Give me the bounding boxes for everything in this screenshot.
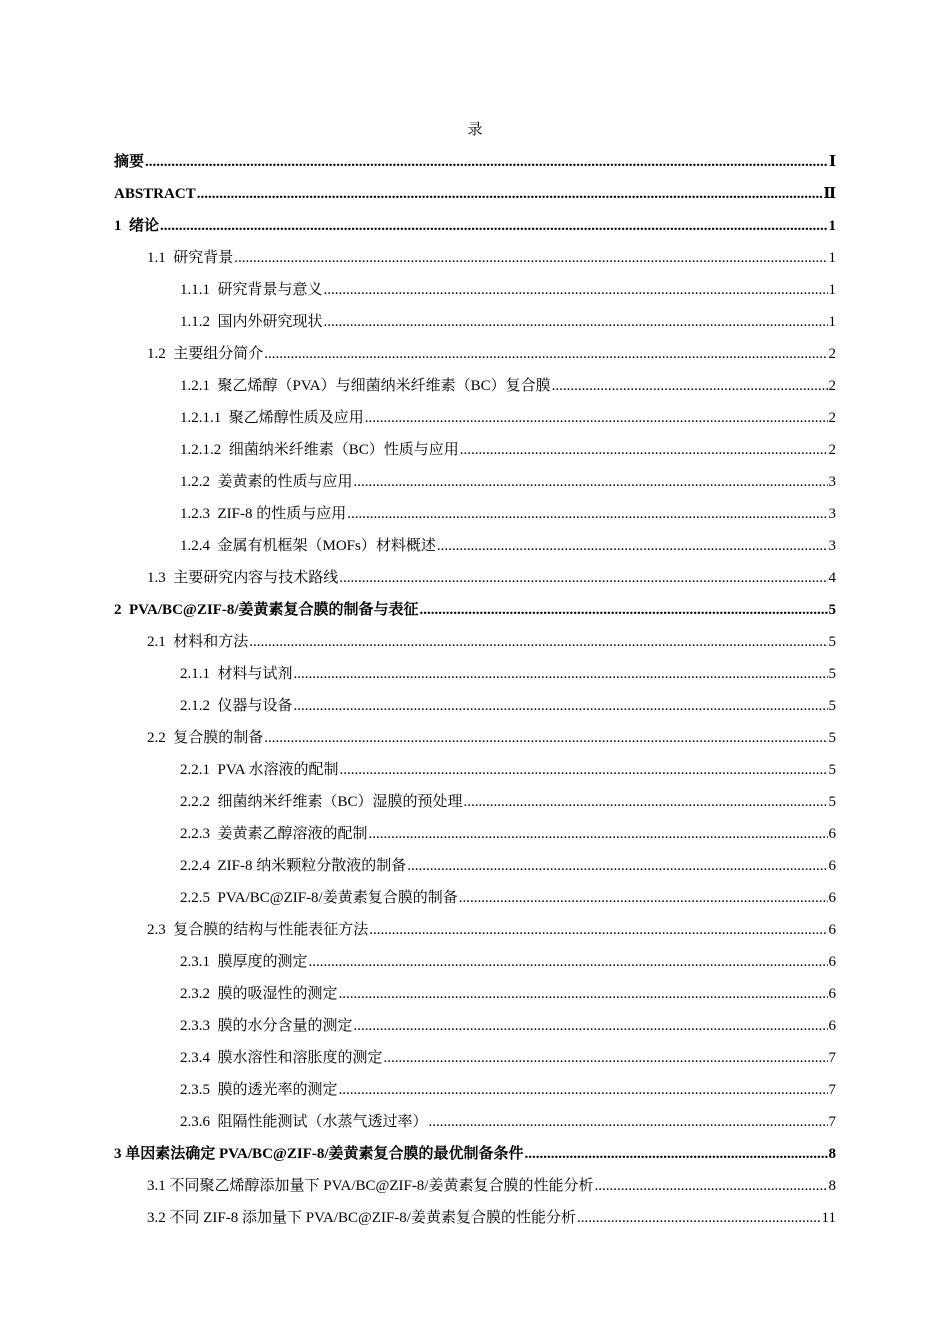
toc-entry[interactable] [114, 179, 836, 211]
toc-entry-title: 膜的吸湿性的测定 [217, 986, 338, 1002]
toc-page-number: 4 [828, 570, 836, 586]
toc-entry-number: 2.3 [147, 922, 174, 938]
toc-entry-title: 摘要 [114, 154, 145, 170]
toc-dot-leader [309, 954, 828, 971]
toc-dot-leader [594, 1178, 827, 1195]
toc-entry[interactable] [114, 851, 836, 883]
toc-page-number: Ⅱ [823, 186, 836, 202]
toc-entry[interactable] [114, 531, 836, 563]
toc-entry-title: 细菌纳米纤维素（BC）性质与应用 [228, 442, 459, 458]
toc-entry-number: 1.2.4 [180, 538, 218, 554]
toc-entry[interactable] [114, 339, 836, 371]
toc-entry-number: 1.2.1.2 [180, 442, 229, 458]
toc-entry-title: 膜水溶性和溶胀度的测定 [217, 1050, 383, 1066]
toc-entry[interactable] [114, 947, 836, 979]
toc-entry-title: 研究背景 [173, 250, 234, 266]
toc-entry-title: 阻隔性能测试（水蒸气透过率） [217, 1114, 428, 1130]
toc-page-number: 3 [828, 506, 836, 522]
toc-page-number: 3 [828, 474, 836, 490]
toc-entry-number: 2.2.5 [180, 890, 218, 906]
toc-entry-number: 2.2.1 [180, 762, 218, 778]
toc-page-number: 6 [828, 826, 836, 842]
toc-page-number: 6 [828, 954, 836, 970]
toc-page-number: 2 [828, 378, 836, 394]
toc-entry-number: 1.1 [147, 250, 174, 266]
toc-entry-title: 聚乙烯醇性质及应用 [228, 410, 364, 426]
toc-entry[interactable] [114, 371, 836, 403]
toc-entry-title: 金属有机框架（MOFs）材料概述 [217, 538, 436, 554]
toc-entry-title: 材料与试剂 [217, 666, 293, 682]
toc-dot-leader [552, 378, 828, 395]
toc-entry-title: 聚乙烯醇（PVA）与细菌纳米纤维素（BC）复合膜 [217, 378, 551, 394]
toc-dot-leader [339, 1082, 828, 1099]
toc-entry-number: 2.3.3 [180, 1018, 218, 1034]
toc-entry[interactable] [114, 1171, 836, 1203]
toc-entry[interactable] [114, 403, 836, 435]
toc-entry-number: 2.3.2 [180, 986, 218, 1002]
toc-entry-number: 1.1.1 [180, 282, 218, 298]
toc-entry[interactable] [114, 1043, 836, 1075]
toc-entry[interactable] [114, 787, 836, 819]
toc-dot-leader [460, 442, 828, 459]
toc-entry[interactable] [114, 915, 836, 947]
toc-entry-number: 1.2 [147, 346, 174, 362]
toc-dot-leader [197, 186, 823, 203]
toc-page-number: 5 [828, 666, 836, 682]
toc-entry[interactable] [114, 1139, 836, 1171]
toc-entry-number: 3 [114, 1146, 126, 1162]
toc-entry-title: 膜的水分含量的测定 [217, 1018, 353, 1034]
toc-page-number: 7 [828, 1050, 836, 1066]
toc-entry-number: 2.3.1 [180, 954, 218, 970]
toc-entry-title: 膜厚度的测定 [217, 954, 308, 970]
toc-entry-title: 主要组分简介 [173, 346, 264, 362]
toc-dot-leader [340, 762, 828, 779]
toc-page-number: 8 [828, 1178, 836, 1194]
toc-entry[interactable] [114, 563, 836, 595]
toc-entry-number: 2.3.5 [180, 1082, 218, 1098]
toc-entry[interactable] [114, 979, 836, 1011]
page-title: 录 [467, 122, 483, 138]
toc-dot-leader [294, 698, 828, 715]
toc-entry-title: PVA/BC@ZIF-8/姜黄素复合膜的制备 [217, 890, 458, 906]
toc-entry-title: 国内外研究现状 [217, 314, 323, 330]
toc-page-number: 5 [828, 794, 836, 810]
toc-dot-leader [294, 666, 828, 683]
toc-dot-leader [577, 1210, 821, 1227]
toc-page-number: 1 [828, 282, 836, 298]
toc-page-number: 6 [828, 1018, 836, 1034]
toc-dot-leader [160, 218, 827, 235]
toc-page-number: 6 [828, 986, 836, 1002]
toc-entry-number: 1.2.2 [180, 474, 218, 490]
toc-page-number: 2 [828, 346, 836, 362]
toc-dot-leader [264, 346, 827, 363]
toc-dot-leader [525, 1146, 828, 1163]
toc-entry[interactable] [114, 1011, 836, 1043]
toc-dot-leader [437, 538, 828, 555]
toc-entry-title: PVA/BC@ZIF-8/姜黄素复合膜的制备与表征 [129, 602, 419, 618]
toc-page-number: 6 [828, 890, 836, 906]
toc-entry-number: 2 [114, 602, 129, 618]
toc-entry[interactable] [114, 435, 836, 467]
toc-dot-leader [384, 1050, 828, 1067]
toc-entry-number: 3.1 [147, 1178, 170, 1194]
toc-entry[interactable] [114, 243, 836, 275]
toc-entry[interactable] [114, 499, 836, 531]
toc-entry-title: 研究背景与意义 [217, 282, 323, 298]
toc-entry-title: 不同 ZIF-8 添加量下 PVA/BC@ZIF-8/姜黄素复合膜的性能分析 [169, 1210, 576, 1226]
toc-entry-title: 单因素法确定 PVA/BC@ZIF-8/姜黄素复合膜的最优制备条件 [125, 1146, 524, 1162]
toc-entry-number: 1.1.2 [180, 314, 218, 330]
toc-dot-leader [249, 634, 827, 651]
toc-entry-title: PVA 水溶液的配制 [217, 762, 339, 778]
toc-dot-leader [234, 250, 827, 267]
toc-entry-number: 2.2.4 [180, 858, 218, 874]
toc-entry-title: 细菌纳米纤维素（BC）湿膜的预处理 [217, 794, 463, 810]
toc-page-number: 1 [828, 314, 836, 330]
toc-dot-leader [459, 890, 828, 907]
toc-page-number: 5 [828, 762, 836, 778]
toc-entry-title: 不同聚乙烯醇添加量下 PVA/BC@ZIF-8/姜黄素复合膜的性能分析 [169, 1178, 594, 1194]
toc-entry[interactable] [114, 723, 836, 755]
toc-dot-leader [365, 410, 828, 427]
toc-page-number: 1 [828, 218, 836, 234]
toc-entry[interactable] [114, 627, 836, 659]
toc-page-number: 3 [828, 538, 836, 554]
toc-dot-leader [369, 922, 827, 939]
toc-entry-title: 材料和方法 [173, 634, 249, 650]
toc-entry-number: 1.3 [147, 570, 174, 586]
toc-entry-number: 1.2.1 [180, 378, 218, 394]
toc-entry-title: ABSTRACT [114, 186, 196, 202]
table-of-contents [114, 147, 836, 1235]
toc-dot-leader [264, 730, 827, 747]
toc-entry-title: 姜黄素乙醇溶液的配制 [217, 826, 368, 842]
toc-entry-title: 仪器与设备 [217, 698, 293, 714]
toc-entry-title: ZIF-8 纳米颗粒分散液的制备 [217, 858, 407, 874]
toc-entry-title: 主要研究内容与技术路线 [173, 570, 339, 586]
toc-page-number: Ⅰ [828, 154, 836, 170]
toc-page-number: 8 [828, 1146, 836, 1162]
toc-dot-leader [354, 474, 828, 491]
toc-page-number: 5 [828, 634, 836, 650]
toc-entry[interactable] [114, 755, 836, 787]
toc-entry-title: 姜黄素的性质与应用 [217, 474, 353, 490]
toc-dot-leader [407, 858, 827, 875]
toc-entry[interactable] [114, 883, 836, 915]
toc-entry-title: 膜的透光率的测定 [217, 1082, 338, 1098]
toc-page-number: 5 [828, 698, 836, 714]
toc-entry[interactable] [114, 1075, 836, 1107]
toc-page-number: 5 [828, 602, 836, 618]
toc-page-number: 2 [828, 442, 836, 458]
toc-entry[interactable] [114, 691, 836, 723]
toc-page-number: 5 [828, 730, 836, 746]
toc-entry-number: 2.2.3 [180, 826, 218, 842]
toc-entry-number: 2.3.4 [180, 1050, 218, 1066]
toc-dot-leader [324, 314, 828, 331]
toc-entry[interactable] [114, 1203, 836, 1235]
toc-entry[interactable] [114, 659, 836, 691]
toc-dot-leader [324, 282, 828, 299]
toc-page-number: 7 [828, 1082, 836, 1098]
toc-entry-title: 绪论 [129, 218, 160, 234]
toc-entry-number: 2.3.6 [180, 1114, 218, 1130]
toc-entry-number: 1.2.1.1 [180, 410, 229, 426]
toc-page-number: 11 [821, 1210, 836, 1226]
toc-entry[interactable] [114, 819, 836, 851]
toc-entry[interactable] [114, 275, 836, 307]
toc-dot-leader [339, 570, 827, 587]
toc-entry[interactable] [114, 307, 836, 339]
toc-entry[interactable] [114, 147, 836, 179]
toc-page-number: 6 [828, 858, 836, 874]
toc-entry-number: 3.2 [147, 1210, 170, 1226]
toc-dot-leader [420, 602, 828, 619]
toc-dot-leader [429, 1114, 828, 1131]
toc-entry-number: 2.1.1 [180, 666, 218, 682]
toc-page-number: 2 [828, 410, 836, 426]
toc-dot-leader [339, 986, 828, 1003]
toc-entry-number: 2.2 [147, 730, 174, 746]
toc-dot-leader [464, 794, 828, 811]
toc-dot-leader [354, 1018, 828, 1035]
toc-entry[interactable] [114, 467, 836, 499]
toc-page-number: 7 [828, 1114, 836, 1130]
toc-entry-title: ZIF-8 的性质与应用 [217, 506, 347, 522]
toc-entry-number: 2.2.2 [180, 794, 218, 810]
toc-entry-number: 1.2.3 [180, 506, 218, 522]
toc-entry-number: 2.1.2 [180, 698, 218, 714]
toc-dot-leader [347, 506, 827, 523]
toc-dot-leader [369, 826, 828, 843]
toc-entry[interactable] [114, 595, 836, 627]
toc-entry[interactable] [114, 1107, 836, 1139]
toc-dot-leader [145, 154, 828, 171]
toc-page-number: 1 [828, 250, 836, 266]
toc-entry[interactable] [114, 211, 836, 243]
toc-entry-title: 复合膜的制备 [173, 730, 264, 746]
toc-entry-number: 2.1 [147, 634, 174, 650]
toc-entry-number: 1 [114, 218, 129, 234]
toc-entry-title: 复合膜的结构与性能表征方法 [173, 922, 369, 938]
toc-page-number: 6 [828, 922, 836, 938]
